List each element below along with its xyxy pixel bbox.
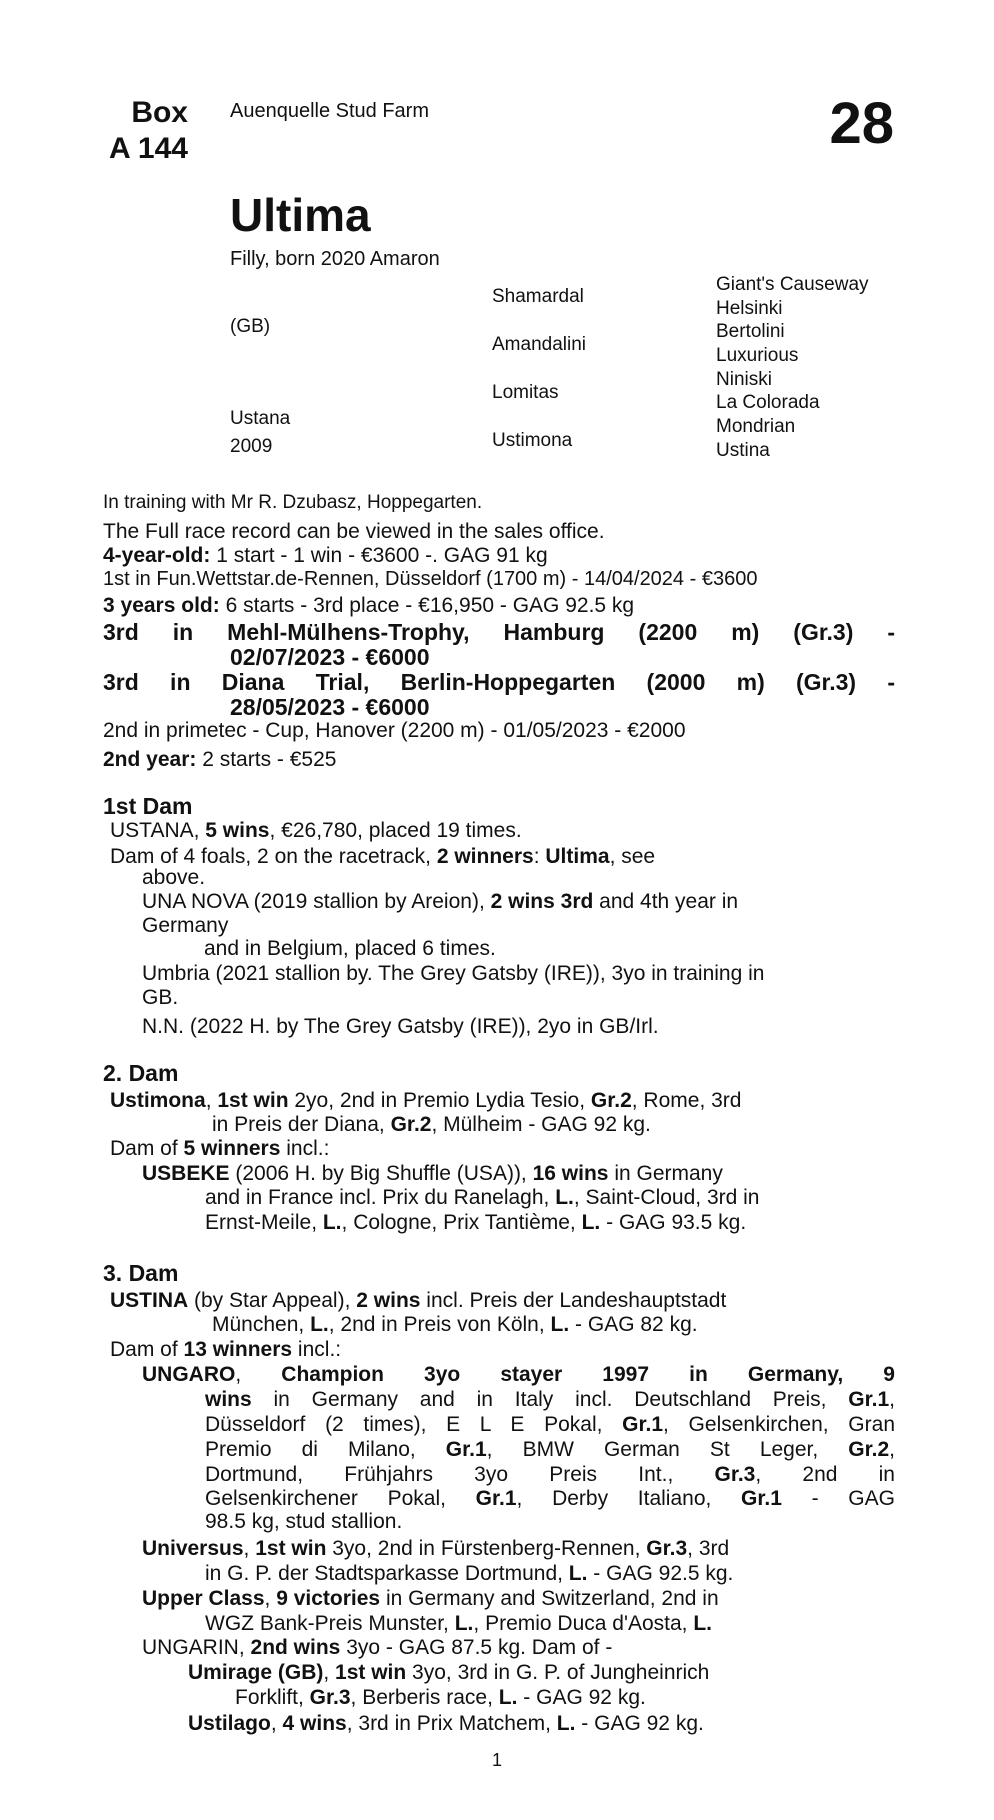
text: Dam of (110, 1137, 184, 1160)
text: Gr.2 (590, 1089, 632, 1112)
text: , (243, 1537, 256, 1560)
dam-line (205, 1186, 759, 1210)
text: in Germany and Switzerland, 2nd in (380, 1587, 719, 1610)
dam-line (110, 1289, 726, 1313)
dam-line: Umbria (2021 stallion by. The Grey Gatsby (IRE)), 3yo in training in (142, 962, 765, 985)
text: wins (205, 1388, 252, 1411)
record-4yo-label: 4-year-old: (103, 544, 211, 567)
text: Champion 3yo stayer 1997 in Germany, 9 (281, 1363, 895, 1386)
text: (2006 H. by Big Shuffle (USA)), (229, 1162, 533, 1185)
text: 5 wins (205, 819, 270, 842)
text: Düsseldorf (2 times), E L E Pokal, (205, 1413, 623, 1436)
record-3yo-label: 3 years old: (103, 594, 220, 617)
dam-line (142, 1537, 729, 1561)
lot-number: 28 (829, 91, 894, 156)
record-4yo-win: 1st in Fun.Wettstar.de-Rennen, Düsseldorf (1700 m) - 14/04/2024 - €3600 (103, 568, 758, 590)
text: UNGARIN, (142, 1636, 251, 1659)
text: , (889, 1388, 895, 1411)
box-label: Box (131, 96, 188, 129)
horse-name: Ultima (230, 189, 371, 241)
text: Ustilago (188, 1712, 271, 1735)
record-2yo-label: 2nd year: (103, 748, 197, 771)
stud-farm: Auenquelle Stud Farm (230, 100, 430, 122)
text: incl.: (292, 1338, 342, 1361)
dam-line (188, 1661, 709, 1685)
dam-line (205, 1463, 895, 1487)
text: Ustimona (110, 1089, 206, 1112)
gen3-ancestor: Giant's Causeway (716, 274, 869, 295)
text: Ultima (545, 845, 610, 868)
box-number: A 144 (109, 132, 188, 165)
text: 2nd wins (250, 1636, 341, 1659)
text: , Derby Italiano, (516, 1487, 742, 1510)
dam-line (205, 1211, 746, 1235)
text: , Gelsenkirchen, Gran (663, 1413, 895, 1436)
dam-line (205, 1413, 895, 1437)
section-heading: 2. Dam (103, 1060, 179, 1086)
text: - GAG 92.5 kg. (587, 1562, 734, 1585)
text: in Preis der Diana, (212, 1113, 391, 1136)
text: 3yo - GAG 87.5 kg. Dam of - (340, 1636, 613, 1659)
text: incl.: (280, 1137, 330, 1160)
text: 9 victories (276, 1587, 381, 1610)
text: 2 winners (436, 845, 534, 868)
text: - GAG 92 kg. (517, 1686, 646, 1709)
text: Forklift, (235, 1686, 310, 1709)
dam-line (142, 1636, 612, 1660)
dam-line (235, 1686, 646, 1710)
gen2-dam-sire: Lomitas (492, 382, 559, 403)
text: , see (609, 845, 656, 868)
full-record-note: The Full race record can be viewed in the sales office. (103, 520, 605, 543)
dam-line (205, 1562, 733, 1586)
text: , (270, 1712, 283, 1735)
text: 2yo, 2nd in Premio Lydia Tesio, (288, 1089, 591, 1112)
text: Gr.3 (646, 1537, 688, 1560)
text: : (533, 845, 546, 868)
gen2-sire-dam: Amandalini (492, 334, 586, 355)
text: Dam of 4 foals, 2 on the racetrack, (110, 845, 437, 868)
gen3-ancestor: Ustina (716, 440, 770, 461)
text: USBEKE (142, 1162, 230, 1185)
text: L. (310, 1313, 329, 1336)
text: , (889, 1438, 896, 1461)
dam-line (142, 1162, 723, 1186)
dam-line (142, 890, 738, 914)
text: Gr.2 (848, 1438, 890, 1461)
gen3-ancestor: Niniski (716, 369, 772, 390)
text: , (264, 1587, 277, 1610)
record-line: 28/05/2023 - €6000 (230, 694, 430, 720)
text: in Germany and in Italy incl. Deutschland Preis, (251, 1388, 849, 1411)
record-line: 3rd in Mehl-Mülhens-Trophy, Hamburg (2200 m) (Gr.3) - (103, 619, 895, 645)
gen3-ancestor: La Colorada (716, 392, 820, 413)
text: Dortmund, Frühjahrs 3yo Preis Int., (205, 1463, 715, 1486)
gen3-ancestor: Helsinki (716, 298, 783, 319)
text: 13 winners (183, 1338, 293, 1361)
sire-origin: (GB) (230, 316, 271, 337)
dam-line (205, 1487, 895, 1511)
record-2yo-text: 2 starts - €525 (196, 748, 337, 771)
dam-line (142, 1363, 895, 1387)
text: Gr.3 (714, 1463, 756, 1486)
section-heading: 1st Dam (103, 793, 193, 819)
record-4yo-text: 1 start - 1 win - €3600 -. GAG 91 kg (210, 544, 548, 567)
text: Universus (142, 1537, 244, 1560)
record-3yo-race2 (103, 670, 895, 695)
text: 2 wins 3rd (490, 890, 594, 913)
record-line: 02/07/2023 - €6000 (230, 644, 430, 670)
text: 1st win (217, 1089, 289, 1112)
text: Gr.1 (848, 1388, 890, 1411)
text: , (323, 1661, 336, 1684)
dam-line (110, 1089, 741, 1113)
text: , 3rd in Prix Matchem, (346, 1712, 557, 1735)
record-2yo (103, 748, 336, 772)
text: and in France incl. Prix du Ranelagh, (205, 1186, 556, 1209)
text: L. (454, 1612, 474, 1635)
dam-line (205, 1388, 895, 1412)
text: 4 wins (282, 1712, 347, 1735)
text: - GAG 93.5 kg. (600, 1211, 747, 1234)
dam-line (110, 819, 522, 843)
text: Upper Class (142, 1587, 265, 1610)
training-info: In training with Mr R. Dzubasz, Hoppegarten. (103, 492, 483, 513)
record-3yo (103, 594, 634, 618)
text: , Rome, 3rd (631, 1089, 742, 1112)
section-heading: 3. Dam (103, 1260, 179, 1286)
text: (by Star Appeal), (188, 1289, 357, 1312)
record-3yo-race1 (103, 620, 895, 645)
text: , (235, 1363, 282, 1386)
dam-line (212, 1313, 698, 1337)
text: - GAG 82 kg. (569, 1313, 698, 1336)
dam-line (110, 1137, 329, 1161)
text: L. (322, 1211, 342, 1234)
text: 3yo, 3rd in G. P. of Jungheinrich (406, 1661, 710, 1684)
text: USTANA, (110, 819, 206, 842)
text: 2 wins (356, 1289, 421, 1312)
page-number: 1 (492, 1750, 503, 1770)
text: - GAG (781, 1487, 895, 1510)
dam-line (205, 1612, 712, 1636)
text: - GAG 92 kg. (575, 1712, 704, 1735)
text: Gr.1 (622, 1413, 664, 1436)
dam-line: Germany (142, 914, 229, 937)
record-line: 3rd in Diana Trial, Berlin-Hoppegarten (2000 m) (Gr.3) - (103, 669, 895, 695)
text: L. (498, 1686, 518, 1709)
dam-line: above. (142, 866, 206, 889)
text: L. (581, 1211, 601, 1234)
text: , €26,780, placed 19 times. (269, 819, 522, 842)
text: Gr.1 (741, 1487, 782, 1510)
text: Gr.3 (309, 1686, 351, 1709)
text: 5 winners (183, 1137, 281, 1160)
dam-line (110, 1338, 341, 1362)
text: , Cologne, Prix Tantième, (341, 1211, 582, 1234)
dam-line (188, 1712, 704, 1736)
dam-line (142, 1587, 719, 1611)
record-3yo-text: 6 starts - 3rd place - €16,950 - GAG 92.5 kg (219, 594, 635, 617)
gen3-ancestor: Bertolini (716, 321, 785, 342)
text: Gelsenkirchener Pokal, (205, 1487, 476, 1510)
text: L. (568, 1562, 588, 1585)
text: , Saint-Cloud, 3rd in (573, 1186, 760, 1209)
text: 1st win (255, 1537, 327, 1560)
dam-line (212, 1113, 651, 1137)
text: Ernst-Meile, (205, 1211, 323, 1234)
dam-year: 2009 (230, 436, 273, 457)
text: München, (212, 1313, 311, 1336)
text: USTINA (110, 1289, 189, 1312)
text: Gr.2 (390, 1113, 432, 1136)
text: and 4th year in (593, 890, 739, 913)
text: , 2nd in (755, 1463, 895, 1486)
text: 3yo, 2nd in Fürstenberg-Rennen, (326, 1537, 647, 1560)
text: , Berberis race, (350, 1686, 499, 1709)
dam-line: N.N. (2022 H. by The Grey Gatsby (IRE)), 2yo in GB/Irl. (142, 1015, 659, 1038)
text: , 2nd in Preis von Köln, (328, 1313, 551, 1336)
horse-description: Filly, born 2020 Amaron (230, 248, 440, 270)
text: L. (556, 1712, 576, 1735)
dam-line: GB. (142, 986, 179, 1009)
text: WGZ Bank-Preis Munster, (205, 1612, 455, 1635)
text: 1st win (335, 1661, 407, 1684)
record-4yo (103, 544, 548, 568)
dam-line (205, 1438, 895, 1462)
text: UNGARO (142, 1363, 236, 1386)
gen3-ancestor: Luxurious (716, 345, 799, 366)
text: Premio di Milano, (205, 1438, 446, 1461)
text: in G. P. der Stadtsparkasse Dortmund, (205, 1562, 569, 1585)
text: , (205, 1089, 218, 1112)
gen2-sire-sire: Shamardal (492, 286, 584, 307)
text: , 3rd (687, 1537, 730, 1560)
text: incl. Preis der Landeshauptstadt (420, 1289, 727, 1312)
text: L. (555, 1186, 574, 1209)
text: UNA NOVA (2019 stallion by Areion), (142, 890, 491, 913)
dam-line: and in Belgium, placed 6 times. (204, 937, 496, 960)
text: Umirage (GB) (188, 1661, 324, 1684)
text: Gr.1 (475, 1487, 517, 1510)
dam-line: 98.5 kg, stud stallion. (205, 1510, 403, 1533)
gen2-dam-dam: Ustimona (492, 430, 573, 451)
record-3yo-race3: 2nd in primetec - Cup, Hanover (2200 m) - 01/05/2023 - €2000 (103, 719, 686, 742)
text: in Germany (608, 1162, 723, 1185)
text: , BMW German St Leger, (486, 1438, 849, 1461)
gen3-ancestor: Mondrian (716, 416, 796, 437)
text: Dam of (110, 1338, 184, 1361)
text: L. (550, 1313, 570, 1336)
text: 16 wins (532, 1162, 609, 1185)
text: , Mülheim - GAG 92 kg. (431, 1113, 651, 1136)
text: Gr.1 (445, 1438, 487, 1461)
text: , Premio Duca d'Aosta, (473, 1612, 694, 1635)
text: L. (693, 1612, 713, 1635)
dam-name: Ustana (230, 408, 291, 429)
